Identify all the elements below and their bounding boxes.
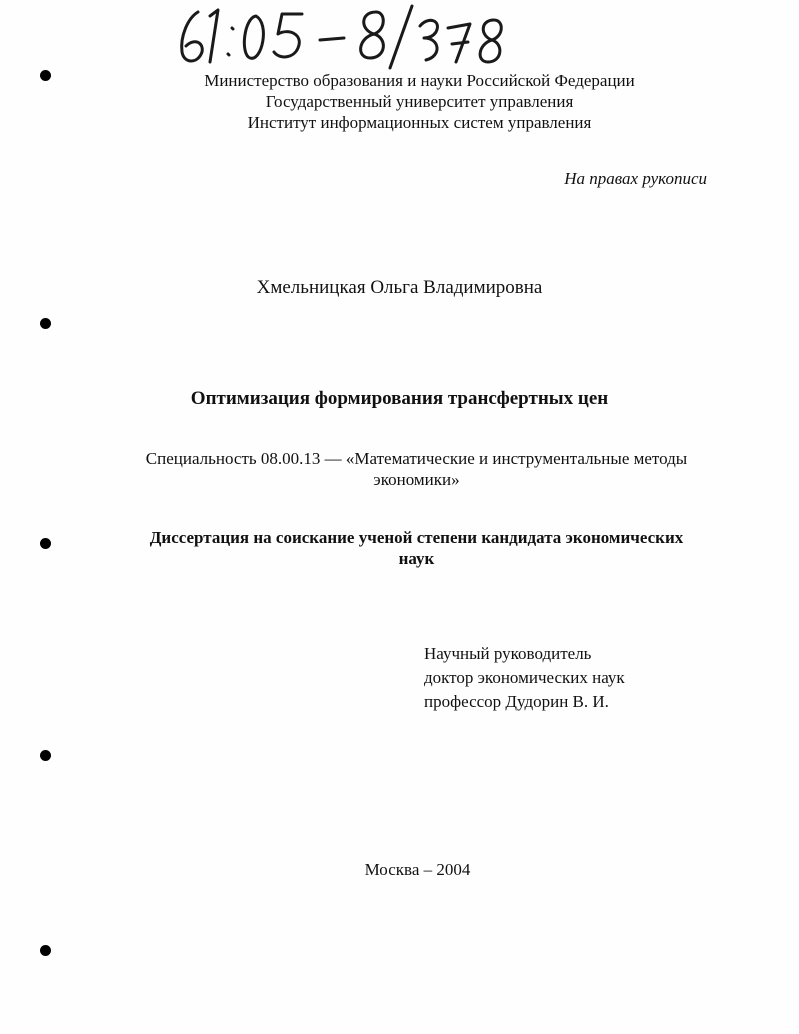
degree-statement bbox=[0, 527, 799, 569]
institution-header bbox=[0, 70, 799, 133]
institute-name: Институт информационных систем управления bbox=[247, 113, 592, 132]
advisor-role: Научный руководитель bbox=[424, 644, 592, 663]
ministry-name: Министерство образования и науки Российской Федерации bbox=[204, 71, 635, 90]
specialty-line-1: Специальность 08.00.13 — «Математические и инструментальные методы bbox=[145, 449, 688, 468]
dissertation-title: Оптимизация формирования трансфертных цен bbox=[190, 388, 609, 409]
city-year: Москва – 2004 bbox=[364, 860, 471, 879]
university-name: Государственный университет управления bbox=[265, 92, 574, 111]
handwritten-archive-number bbox=[170, 2, 510, 74]
degree-line-1: Диссертация на соискание ученой степени кандидата экономических bbox=[149, 528, 684, 547]
specialty-line-2: экономики» bbox=[373, 470, 460, 489]
degree-line-2: наук bbox=[398, 549, 435, 568]
advisor-degree: доктор экономических наук bbox=[424, 668, 625, 687]
author-name: Хмельницкая Ольга Владимировна bbox=[256, 277, 543, 298]
advisor-block bbox=[424, 642, 625, 714]
binder-hole bbox=[40, 945, 51, 956]
manuscript-note: На правах рукописи bbox=[564, 169, 707, 188]
binder-hole bbox=[40, 318, 51, 329]
advisor-name: профессор Дудорин В. И. bbox=[424, 692, 609, 711]
handwritten-number-drawing bbox=[170, 2, 510, 74]
binder-hole bbox=[40, 750, 51, 761]
specialty bbox=[0, 448, 799, 490]
